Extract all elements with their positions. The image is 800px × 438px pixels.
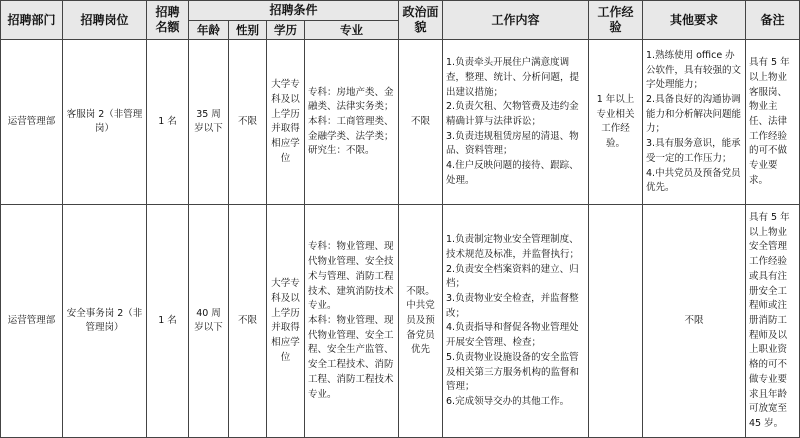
position-cell: 客服岗 2（非管理岗） [63,40,147,205]
duty-line: 1.负责制定物业安全管理制度、技术规范及标准，并监督执行； [446,234,580,260]
duties-cell [443,40,589,205]
other-cell [643,40,746,205]
header-other: 其他要求 [643,1,746,40]
remarks-cell: 具有 5 年以上物业安全管理工作经验或具有注册安全工程师或注册消防工程师及以上职业资格的可不做专业要求且年龄可放宽至 45 岁。 [746,205,800,438]
header-gender: 性别 [229,21,267,40]
header-age: 年龄 [189,21,229,40]
political-cell: 不限。中共党员及预备党员优先 [399,205,443,438]
other-line: 4.中共党员及预备党员优先。 [646,167,741,194]
header-quota: 招聘名额 [147,1,189,40]
duty-line: 3.负责物业安全检查，并监督整改； [446,292,579,319]
position-cell: 安全事务岗 2（非管理岗） [63,205,147,438]
political-cell: 不限 [399,40,443,205]
duty-line: 2.负责安全档案资料的建立、归档； [446,263,579,290]
duty-line: 2.负责欠租、欠物管费及违约金精确计算与法律诉讼； [446,101,579,128]
other-cell: 不限 [643,205,746,438]
major-cell [305,40,399,205]
header-major: 专业 [305,21,399,40]
other-line: 1.熟练使用 office 办公软件，具有较强的文字处理能力； [646,49,742,91]
duty-line: 3.负责违规租赁房屋的清退、物品、资料管理； [446,130,579,157]
major-line: 本科：工商管理类、金融学类、法学类； [308,116,394,142]
major-line: 专科：物业管理、现代物业管理、安全技术与管理、消防工程技术、建筑消防技术专业。 [308,241,394,312]
quota-cell: 1 名 [147,40,189,205]
major-line: 研究生：不限。 [308,145,375,157]
header-remarks: 备注 [746,1,800,40]
duty-line: 4.住户反映问题的接待、跟踪、处理。 [446,160,579,186]
header-political: 政治面貌 [399,1,443,40]
age-cell: 35 周岁以下 [189,40,229,205]
header-conditions: 招聘条件 [189,1,399,21]
duty-line: 5.负责物业设施设备的安全监管及相关第三方服务机构的监督和管理； [446,351,580,393]
dept-cell: 运营管理部 [1,205,63,438]
header-duties: 工作内容 [443,1,589,40]
duty-line: 6.完成领导交办的其他工作。 [446,395,570,407]
education-cell: 大学专科及以上学历并取得相应学位 [267,40,305,205]
major-line: 本科：物业管理、现代物业管理、安全工程、安全生产监管、安全工程技术、消防工程、消防工程技术专业。 [308,315,394,400]
experience-cell: 1 年以上专业相关工作经验。 [589,40,643,205]
major-cell [305,205,399,438]
header-dept: 招聘部门 [1,1,63,40]
header-education: 学历 [267,21,305,40]
gender-cell: 不限 [229,205,267,438]
other-line: 3.具有服务意识，能承受一定的工作压力； [646,138,741,164]
age-cell: 40 周岁以下 [189,205,229,438]
major-line: 专科：房地产类、金融类、法律实务类； [308,86,394,113]
dept-cell: 运营管理部 [1,40,63,205]
experience-cell [589,205,643,438]
other-line: 2.具备良好的沟通协调能力和分析解决问题能力； [646,93,742,135]
duty-line: 1.负责牵头开展住户满意度调查，整理、统计、分析问题，提出建议措施； [446,57,580,98]
gender-cell: 不限 [229,40,267,205]
remarks-cell: 具有 5 年以上物业客服岗、物业主任、法律工作经验的可不做专业要求。 [746,40,800,205]
duty-line: 4.负责指导和督促各物业管理处开展安全管理、检查； [446,322,579,349]
table-row [1,40,800,205]
duties-cell [443,205,589,438]
header-experience: 工作经验 [589,1,643,40]
education-cell: 大学专科及以上学历并取得相应学位 [267,205,305,438]
quota-cell: 1 名 [147,205,189,438]
header-position: 招聘岗位 [63,1,147,40]
table-row [1,205,800,438]
